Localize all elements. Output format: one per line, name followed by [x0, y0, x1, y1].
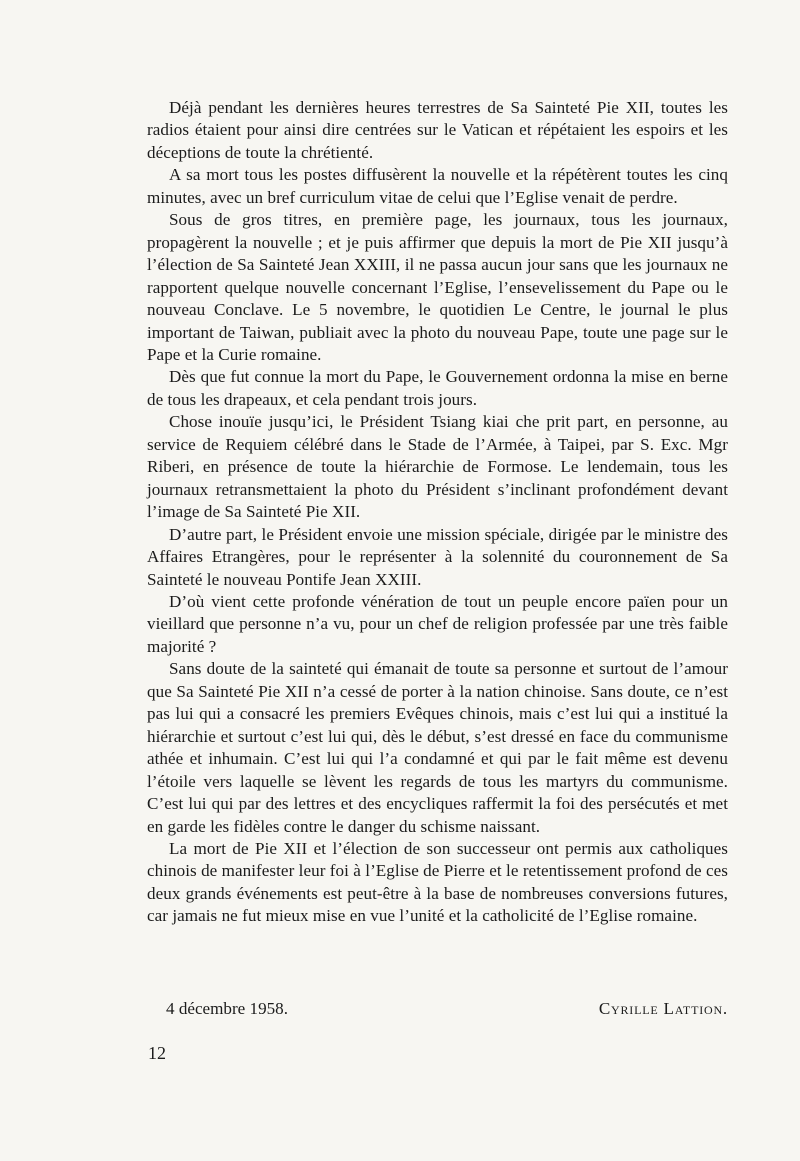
signature-author: Cyrille Lattion. [598, 999, 728, 1018]
article-body [147, 97, 728, 928]
paragraph: D’où vient cette profonde vénération de tout un peuple encore païen pour un vieillard que personne n’a vu, pour un chef de religion professée par une très faible majorité ? [147, 591, 728, 656]
paragraph: A sa mort tous les postes diffusèrent la nouvelle et la répétèrent toutes les cinq minutes, avec un bref curriculum vitae de celui que l’Eglise venait de perdre. [147, 165, 728, 207]
paragraph: D’autre part, le Président envoie une mission spéciale, dirigée par le ministre des Affaires Etrangères, pour le représenter à la solennité du couronnement de Sa Sainteté le nouveau Pontife Jean XXIII. [147, 524, 728, 589]
paragraph: Déjà pendant les dernières heures terrestres de Sa Sainteté Pie XII, toutes les radios étaient pour ainsi dire centrées sur le Vatican et répétaient les espoirs et les déceptions de toute la chrétienté. [147, 98, 728, 162]
paragraph: Sous de gros titres, en première page, les journaux, tous les journaux, propagèrent la nouvelle ; et je puis affirmer que depuis la mort de Pie XII jusqu’à l’élection de Sa Sainteté Jean XXIII, il ne passa aucun jour sans que les journaux ne rapportent quelque nouvelle concernant l’Eglise, l’ensevelissement du Pape ou le nouveau Conclave. Le 5 novembre, le quotidien Le Centre, le journal le plus important de Taiwan, publiait avec la photo du nouveau Pape, toute une page sur le Pape et la Curie romaine. [147, 210, 728, 364]
paragraph: La mort de Pie XII et l’élection de son successeur ont permis aux catholiques chinois de manifester leur foi à l’Eglise de Pierre et le retentissement profond de ces deux grands événements est peut-être à la base de nombreuses conversions futures, car jamais ne fut mieux mise en vue l’unité et la catholicité de l’Eglise romaine. [147, 838, 728, 926]
paragraph: Dès que fut connue la mort du Pape, le Gouvernement ordonna la mise en berne de tous les drapeaux, et cela pendant trois jours. [147, 367, 728, 409]
paragraph: Sans doute de la sainteté qui émanait de toute sa personne et surtout de l’amour que Sa Sainteté Pie XII n’a cessé de porter à la nation chinoise. Sans doute, ce n’est pas lui qui a consacré les premiers Evêques chinois, mais c’est lui qui a institué la hiérarchie et surtout c’est lui qui, dès le début, s’est dressé en face du communisme athée et inhumain. C’est lui qui l’a condamné et qui par le fait même est devenu l’étoile vers laquelle se lèvent les regards de tous les martyrs du communisme. C’est lui qui par des lettres et des encycliques raffermit la foi des persécutés et met en garde les fidèles contre le danger du schisme naissant. [147, 659, 728, 836]
page-number: 12 [148, 1043, 166, 1063]
signature-date: 4 décembre 1958. [166, 999, 288, 1018]
paragraph: Chose inouïe jusqu’ici, le Président Tsiang kiai che prit part, en personne, au service de Requiem célébré dans le Stade de l’Armée, à Taipei, par S. Exc. Mgr Riberi, en présence de toute la hiérarchie de Formose. Le lendemain, tous les journaux retransmettaient la photo du Président s’inclinant profondément devant l’image de Sa Sainteté Pie XII. [147, 412, 728, 522]
